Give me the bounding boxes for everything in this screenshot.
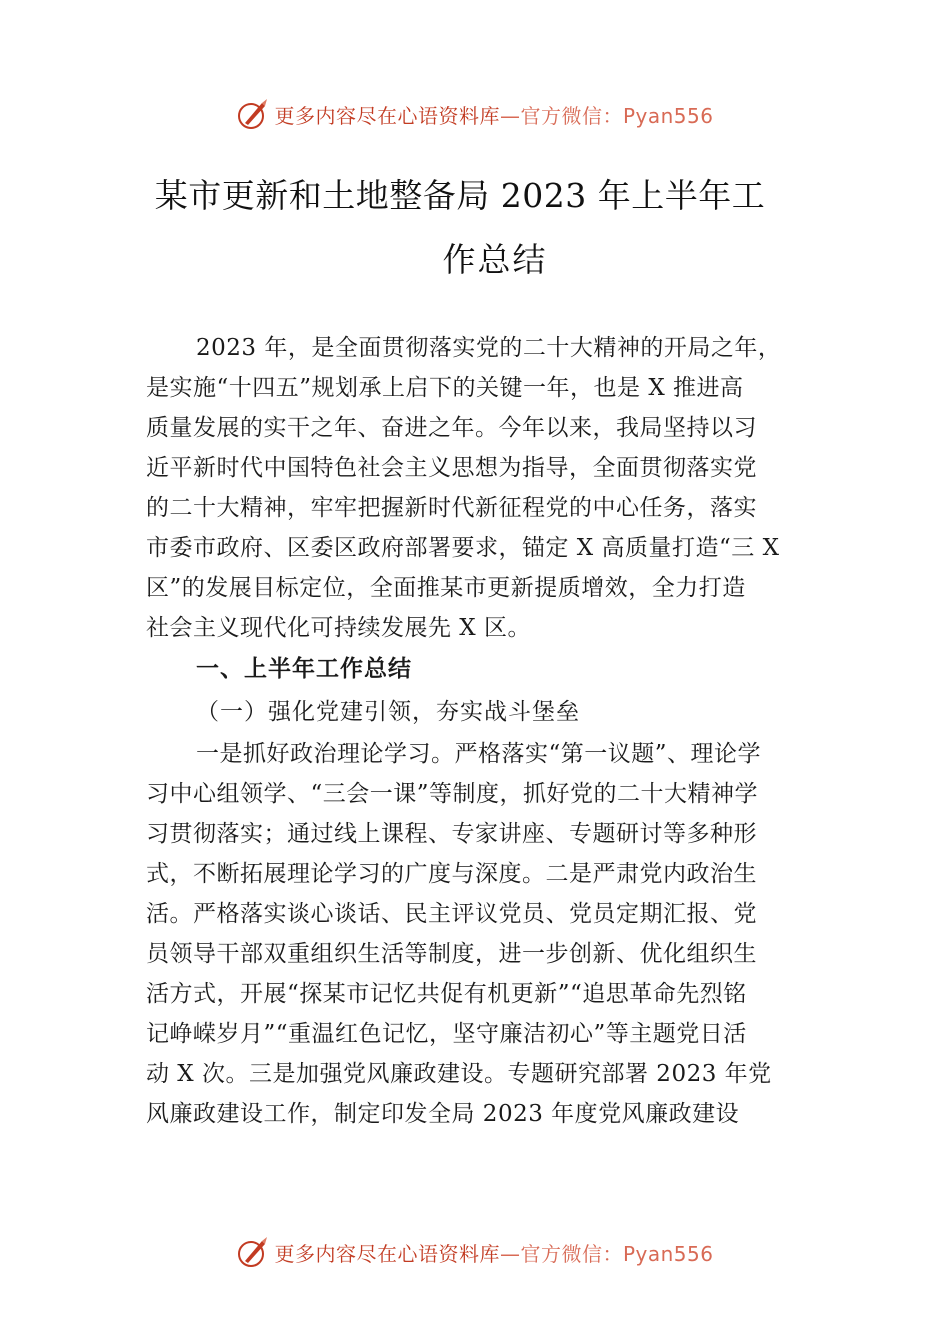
quill-logo-icon: [236, 97, 270, 131]
body-line: 动 X 次。三是加强党风廉政建设。专题研究部署 2023 年党: [146, 1061, 772, 1087]
body-line: 社会主义现代化可持续发展先 X 区。: [146, 615, 531, 641]
body-line: 质量发展的实干之年、奋进之年。今年以来，我局坚持以习: [146, 415, 757, 441]
watermark-text: 更多内容尽在心语资料库—官方微信：Pyan556: [274, 103, 714, 128]
body-line: 活方式，开展“探某市记忆共促有机更新”“追思革命先烈铭: [146, 981, 747, 1007]
body-line: 是实施“十四五”规划承上启下的关键一年，也是 X 推进高: [146, 375, 744, 401]
quill-logo-icon: [236, 1235, 270, 1269]
watermark-footer: [0, 1232, 950, 1272]
subsection-heading: （一）强化党建引领，夯实战斗堡垒: [196, 699, 580, 725]
body-line: 习贯彻落实；通过线上课程、专家讲座、专题研讨等多种形: [146, 821, 757, 847]
body-line: 近平新时代中国特色社会主义思想为指导，全面贯彻落实党: [146, 455, 757, 481]
document-title-line1: 某市更新和土地整备局 2023 年上半年工: [154, 176, 766, 215]
watermark-text: 更多内容尽在心语资料库—官方微信：Pyan556: [274, 1241, 714, 1266]
body-line: 员领导干部双重组织生活等制度，进一步创新、优化组织生: [146, 941, 757, 967]
body-line: 记峥嵘岁月”“重温红色记忆，坚守廉洁初心”等主题党日活: [146, 1021, 747, 1047]
body-line: 活。严格落实谈心谈话、民主评议党员、党员定期汇报、党: [146, 901, 757, 927]
body-line: 市委市政府、区委区政府部署要求，锚定 X 高质量打造“三 X: [146, 535, 780, 561]
body-line: 习中心组领学、“三会一课”等制度，抓好党的二十大精神学: [146, 781, 759, 807]
document-title-line2: 作总结: [442, 240, 548, 279]
body-line: 区”的发展目标定位，全面推某市更新提质增效，全力打造: [146, 575, 746, 601]
body-line: 2023 年，是全面贯彻落实党的二十大精神的开局之年，: [196, 335, 782, 361]
body-line: 的二十大精神，牢牢把握新时代新征程党的中心任务，落实: [146, 495, 757, 521]
watermark-header: [0, 94, 950, 134]
body-line: 式，不断拓展理论学习的广度与深度。二是严肃党内政治生: [146, 861, 757, 887]
body-line: 一是抓好政治理论学习。严格落实“第一议题”、理论学: [196, 741, 762, 767]
section-heading: 一、上半年工作总结: [196, 656, 412, 682]
body-line: 风廉政建设工作，制定印发全局 2023 年度党风廉政建设: [146, 1101, 740, 1127]
